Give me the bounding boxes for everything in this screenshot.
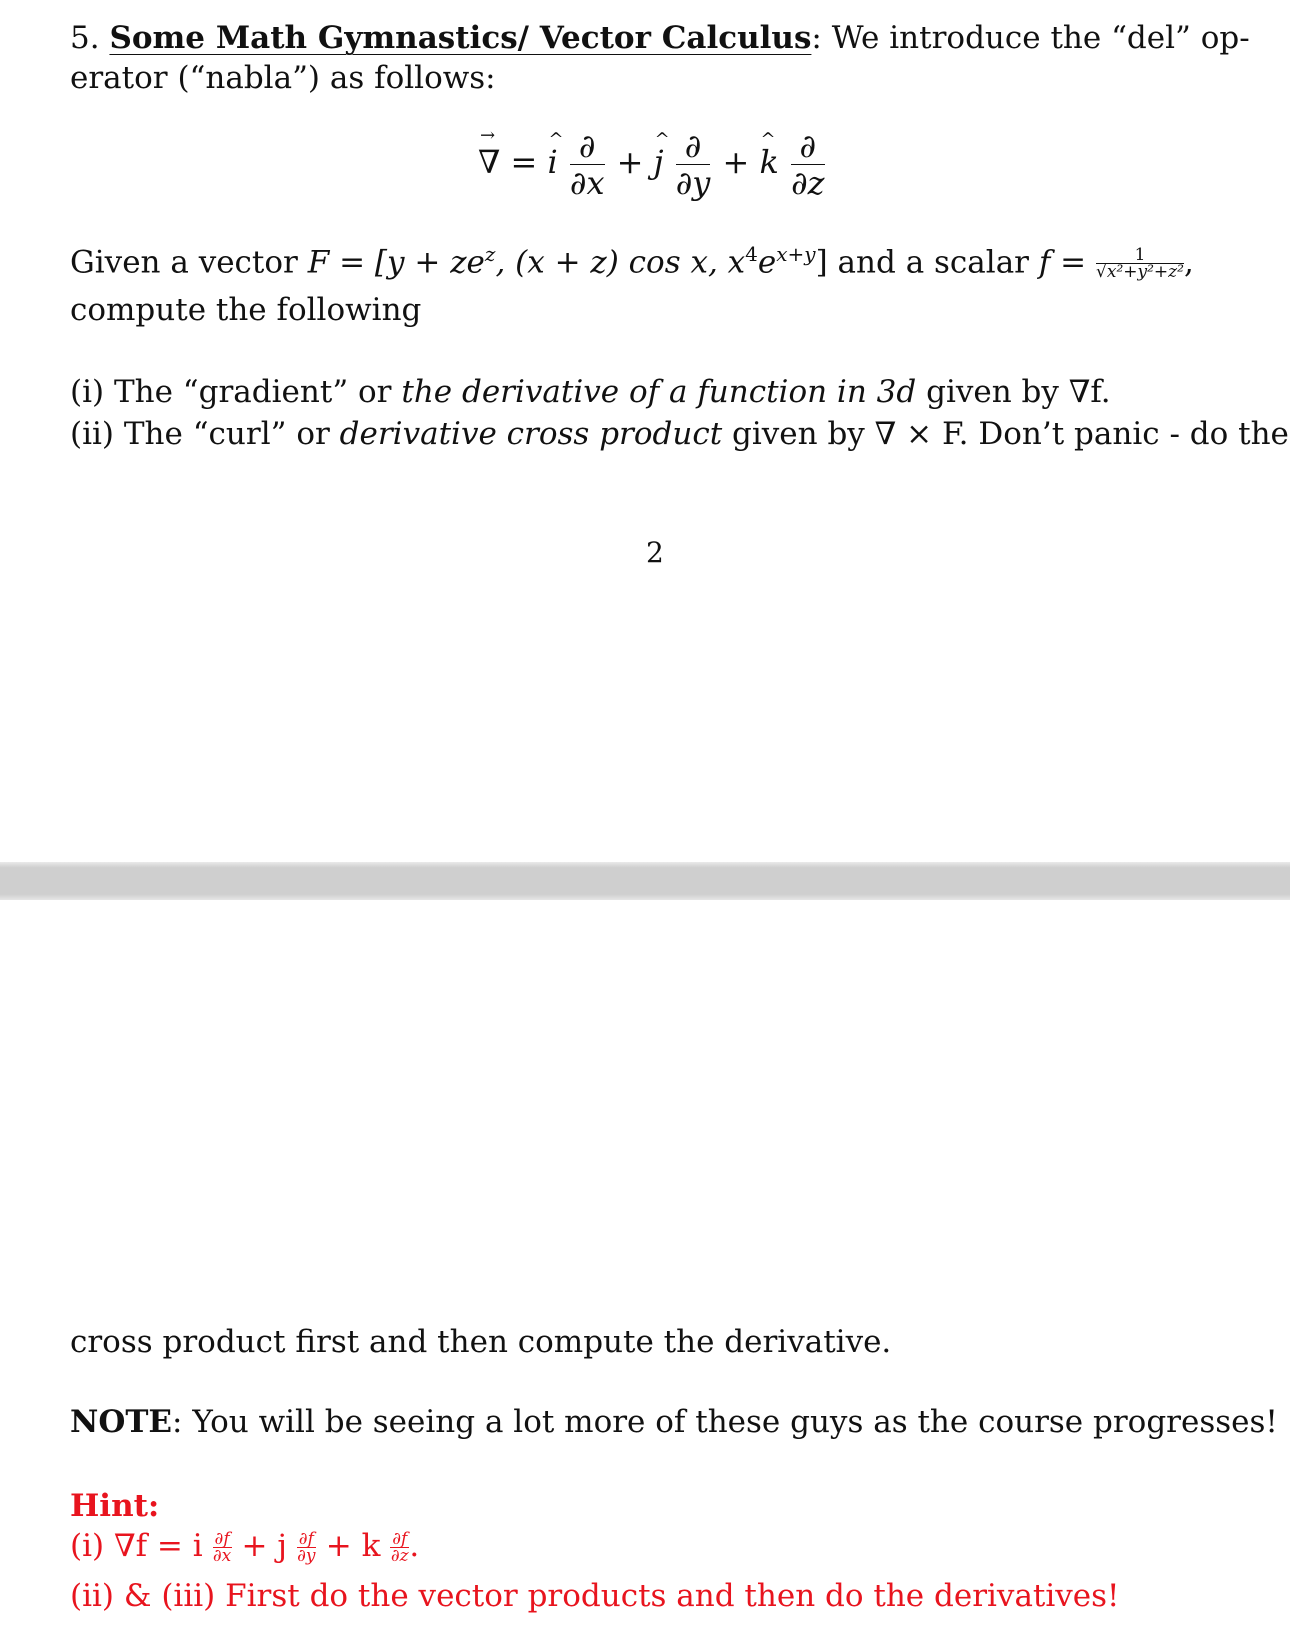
problem-intro-line2: erator (“nabla”) as follows: bbox=[70, 60, 496, 96]
part-ii: (ii) The “curl” or derivative cross product given by ∇ × F. Don’t panic - do the bbox=[70, 416, 1289, 452]
part-i: (i) The “gradient” or the derivative of a function in 3d given by ∇f. bbox=[70, 374, 1111, 410]
page-3 bbox=[0, 900, 1290, 1644]
note-label: NOTE bbox=[70, 1404, 173, 1440]
partial-z-fraction: $\frac{\partial}{\partial z}$ bbox=[791, 127, 825, 202]
scalar-fraction: $\frac{1}{\text{√x²+y²+z²}}$ bbox=[1096, 245, 1184, 283]
hint-line2: (ii) & (iii) First do the vector products and then do the derivatives! bbox=[70, 1578, 1120, 1614]
page-number: 2 bbox=[646, 536, 664, 569]
partial-x-fraction: $\frac{\partial}{\partial x}$ bbox=[569, 127, 605, 202]
hint-frac-x: $\frac{\partial f}{\partial x}$ bbox=[212, 1529, 232, 1566]
scalar-definition: f = bbox=[1038, 244, 1087, 281]
problem-heading bbox=[70, 18, 1250, 58]
note-text: : You will be seeing a lot more of these guys as the course progresses! bbox=[172, 1404, 1278, 1440]
hint-label: Hint: bbox=[70, 1488, 160, 1524]
note bbox=[70, 1402, 1278, 1442]
vector-definition: F = [y + ze bbox=[307, 244, 485, 281]
partial-y-fraction: $\frac{\partial}{\partial y}$ bbox=[675, 127, 711, 202]
problem-number: 5. bbox=[70, 20, 100, 56]
problem-intro-line1: : We introduce the “del” op- bbox=[811, 20, 1250, 56]
continued-text: cross product first and then compute the derivative. bbox=[70, 1324, 892, 1360]
hint-frac-z: $\frac{\partial f}{\partial z}$ bbox=[390, 1529, 409, 1566]
problem-title: Some Math Gymnastics/ Vector Calculus bbox=[109, 20, 812, 56]
given-line: Given a vector $F = [y + ze^z$, (x + z) cos x, $x^4e^{x+y}$] and a scalar f = $\frac{1}{\text{√x²+y²+z²}}$ , bbox=[70, 242, 1194, 283]
del-operator-equation: → ∇ = ^ i $\frac{\partial}{\partial x}$ + ^ j $\frac{\partial}{\partial y}$ + ^ k $\frac{\partial}{\partial z}$ bbox=[478, 128, 827, 208]
hint-frac-y: $\frac{\partial f}{\partial y}$ bbox=[297, 1529, 316, 1566]
nabla-symbol: → ∇ bbox=[478, 143, 500, 181]
given-line2: compute the following bbox=[70, 292, 422, 328]
hint-line1: (i) ∇f = i $\frac{\partial f}{\partial x}$ + j $\frac{\partial f}{\partial y}$ + k $\frac{\partial f}{\partial z}$ . bbox=[70, 1528, 420, 1566]
equals-sign: = bbox=[510, 143, 538, 181]
page-separator bbox=[0, 862, 1290, 900]
